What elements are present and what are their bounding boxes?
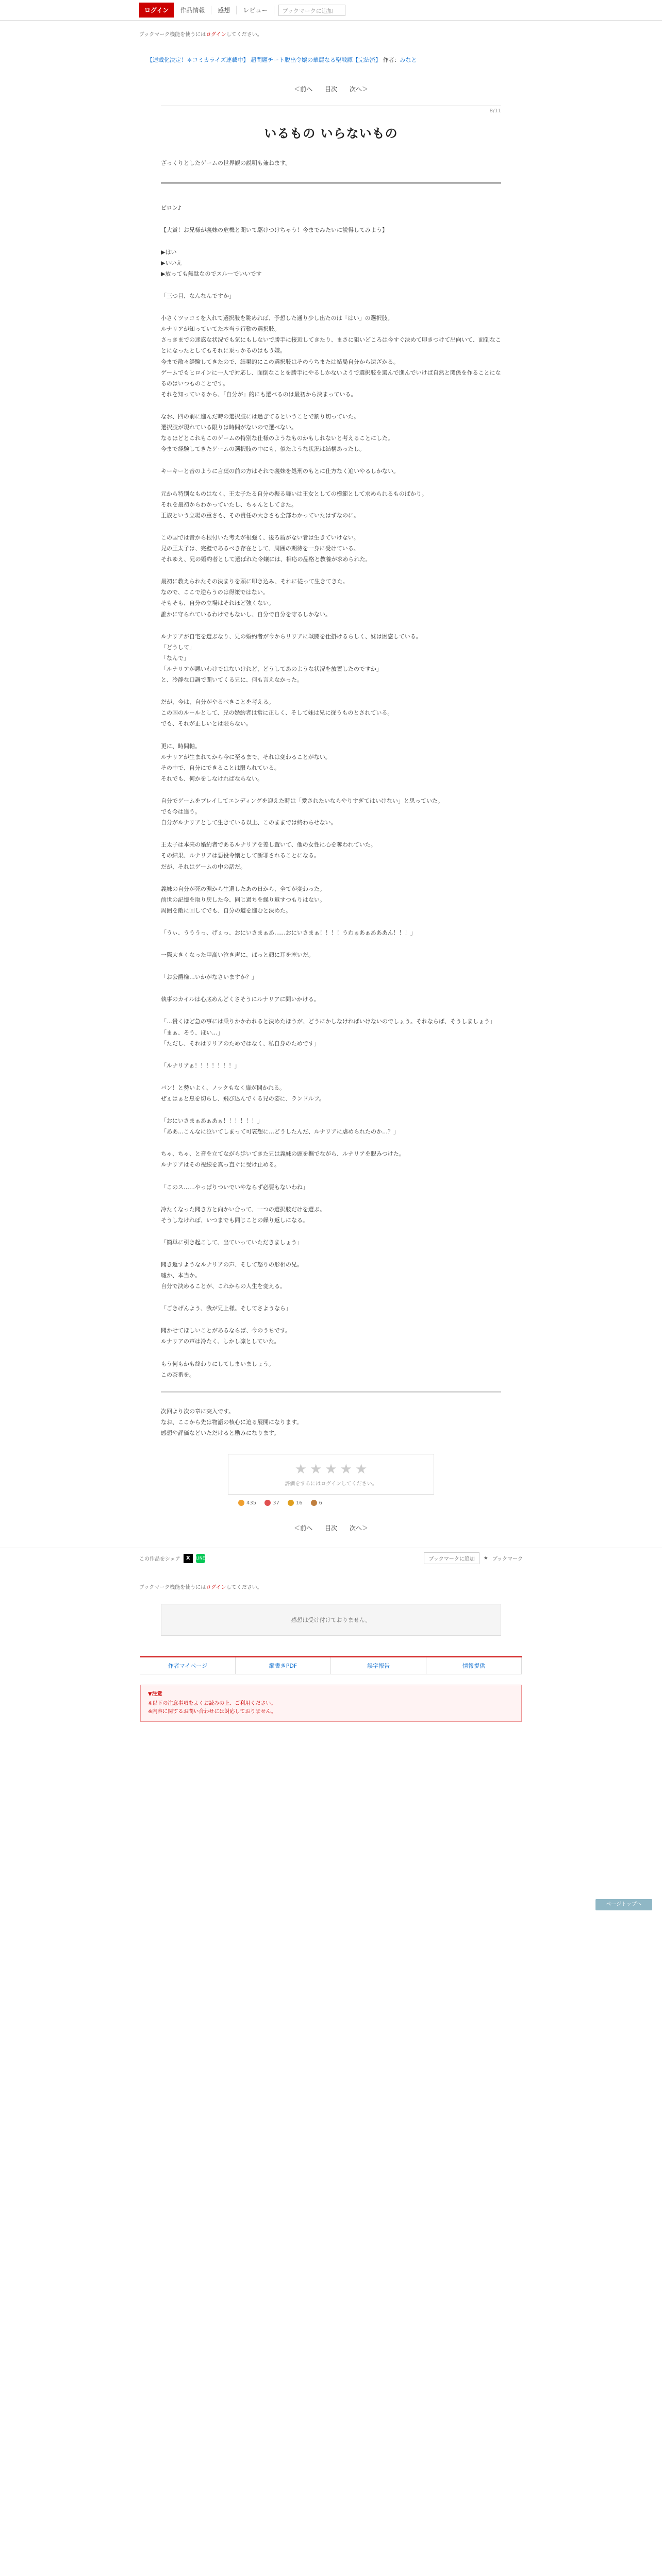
body-paragraph: 聞かせてほしいことがあるならば、今のうちです。 ルナリアの声は冷たく、しかし凛としていた。: [161, 1327, 291, 1345]
comment-closed-box: 感想は受け付けておりません。: [161, 1604, 501, 1636]
share-section: [139, 1554, 205, 1563]
top-navigation-bar: [0, 0, 662, 21]
star-icon[interactable]: ★: [325, 1462, 337, 1478]
body-paragraph: 「三つ目、なんなんですか」: [161, 293, 235, 300]
rating-stars: [228, 1462, 434, 1477]
star-icon[interactable]: ★: [340, 1462, 352, 1478]
body-paragraph: 「おにいさまぁあぁあぁ！！！！！！」 「ああ…こんなに泣いてしまって可哀想に…どうしたんだ、ルナリアに虐められたのか…？」: [161, 1117, 399, 1136]
reaction-count: 16: [295, 1500, 303, 1506]
body-paragraph: 自分でゲームをプレイしてエンディングを迎えた時は「愛されたいならやりすぎてはいけない」と思っていた。 でも今は違う。 自分がルナリアとして生きている以上、このままでは終わらせない。: [161, 797, 443, 826]
warning-heading: ▼注意: [148, 1691, 162, 1698]
reaction-icon: [264, 1500, 271, 1506]
body-paragraph: 義妹の自分が死の淵から生還したあの日から、全てが変わった。 前世の記憶を取り戻した今、同じ過ちを繰り返すつもりはない。 周囲を敵に回してでも、自分の道を進むと決めた。: [161, 885, 325, 914]
chapter-body: [161, 202, 501, 1380]
body-paragraph: 冷たくなった聞き方と向かい合って、一つの選択肢だけを選ぶ。 そうしなければ、いつまでも同じことの繰り返しになる。: [161, 1206, 325, 1224]
body-paragraph: もう何もかも終わりにしてしまいましょう。 この茶番を。: [161, 1360, 274, 1378]
prev-chapter-link[interactable]: ＜前へ: [294, 1524, 313, 1532]
body-paragraph: 小さくツッコミを入れて選択肢を眺めれば、予想した通り少し出たのは「はい」の選択肢。 ルナリアが知っていてた本当ラ行動の選択肢。 さっきまでの迷惑な状況でも気にもしないで勝手に接近してきたり、まさに狙いどころは今すぐ決めて叩きつけて出向いて、面倒なことになったとしてもそれに乗っかるのはもう嫌。 今まで散々経験してきたので、結果的にこの選択肢はそのうちまたは結局自分から遠ざかる。 ゲームでもヒロインに一人で対応し、面倒なことを勝手にやるしかないようで選択肢を選んで進んでいけば自然と関係を作ることになるのはいつものことです。 それを知っているから、「自分が」的にも選べるのは最初から決まっている。: [161, 315, 501, 398]
x-share-icon[interactable]: X: [184, 1554, 193, 1563]
body-paragraph: 王太子は本来の婚約者であるルナリアを差し置いて、他の女性に心を奪われていた。 その結果、ルナリアは悪役令嬢として断罪されることになる。 だが、それはゲームの中の話だ。: [161, 841, 376, 870]
rating-box: [228, 1454, 434, 1495]
share-label: この作品をシェア: [139, 1556, 180, 1563]
nav-work-info[interactable]: 作品情報: [174, 6, 211, 14]
reaction-item[interactable]: [311, 1500, 322, 1506]
reaction-count: 6: [319, 1500, 322, 1506]
body-paragraph: この国では昔から根付いた考えが根強く、後ろ盾がない者は生きていけない。 兄の王太子は、完璧であるべき存在として、周囲の期待を一身に受けている。 それゆえ、兄の婚約者として選ばれた令嬢には、相応の品格と教養が求められた。: [161, 534, 371, 563]
chapter-afterword: 次回より次の章に突入です。 なお、ここから先は物語の核心に迫る展開になります。 感想や評価などいただけると励みになります。: [161, 1408, 303, 1436]
page-top-button[interactable]: ページトップへ: [595, 1899, 652, 1910]
bookmark-add-button[interactable]: ブックマークに追加: [278, 5, 345, 16]
reaction-item[interactable]: [264, 1500, 279, 1506]
login-link[interactable]: ログイン: [206, 1585, 226, 1591]
series-title-link[interactable]: 【連載化決定！＊コミカライズ連載中】 超問題チート脱出令嬢の華麗なる聖戦譚【完結済】: [147, 57, 382, 63]
reaction-icon: [288, 1500, 294, 1506]
bookmark-label[interactable]: ブックマーク: [492, 1556, 523, 1563]
reaction-item[interactable]: [288, 1500, 303, 1506]
author-label: 作者：: [383, 57, 400, 63]
body-paragraph: 「お公爵様…いかがなさいますか？」: [161, 974, 257, 981]
body-paragraph: 「ごきげんよう、我が兄上様。そしてさようなら」: [161, 1305, 291, 1312]
author-mypage-link[interactable]: 作者マイページ: [140, 1657, 236, 1674]
bookmark-login-notice: ブックマーク機能を使うにはログインしてください。: [139, 32, 262, 38]
body-paragraph: 一際大きくなった甲高い泣き声に、ぱっと顔に耳を塞いだ。: [161, 952, 314, 959]
body-paragraph: 聞き返すようなルナリアの声、そして怒りの形相の兄。 嘘か、本当か。 自分で決めることが、これからの人生を変える。: [161, 1261, 303, 1290]
vertical-pdf-link[interactable]: 縦書きPDF: [236, 1657, 331, 1674]
nav-reviews-feedback[interactable]: 感想: [211, 6, 237, 14]
reaction-icon: [238, 1500, 244, 1506]
toc-link[interactable]: 目次: [324, 85, 337, 93]
bookmark-login-notice-bottom: ブックマーク機能を使うにはログインしてください。: [139, 1585, 262, 1591]
login-button[interactable]: ログイン: [139, 3, 174, 18]
chapter-pager-top: [140, 84, 522, 93]
body-paragraph: だが、今は、自分がやるべきことを考える。 この国のルールとして、兄の婚約者は常に正しく、そして妹は兄に従うものとされている。 でも、それが正しいとは限らない。: [161, 699, 393, 727]
share-bar: [0, 1548, 662, 1568]
star-icon[interactable]: ★: [310, 1462, 322, 1478]
chapter-title: いるもの いらないもの: [264, 126, 398, 141]
info-report-link[interactable]: 情報提供: [426, 1657, 522, 1674]
body-paragraph: 「このス……やっぱりついでいやならず必要もないわね」: [161, 1183, 308, 1191]
next-chapter-link[interactable]: 次へ＞: [349, 1524, 368, 1532]
toc-link[interactable]: 目次: [324, 1524, 337, 1532]
reaction-count: 37: [273, 1500, 279, 1506]
body-paragraph: 元から特別なものはなく、王太子たる自分の振る舞いは王女としての模範として求められるものばかり。 それを最初からわかっていたし、ちゃんとしてきた。 王族という立場の重さも、その責任の大きさも全部わかっていたはずなのに。: [161, 490, 427, 519]
prev-chapter-link[interactable]: ＜前へ: [294, 85, 313, 93]
nav-review[interactable]: レビュー: [237, 6, 274, 14]
chapter-pager-bottom: [140, 1523, 522, 1532]
bottom-navigation: [140, 1656, 522, 1674]
reaction-icon: [311, 1500, 317, 1506]
bookmark-section: [424, 1552, 523, 1564]
body-paragraph: キーキーと音のように言葉の前の方はそれで義妹を処刑のもとに仕方なく追いやるしかない。: [161, 468, 399, 475]
warning-line: ※以下の注意事項をよくお読みの上、ご利用ください。: [148, 1701, 276, 1707]
typo-report-link[interactable]: 誤字報告: [331, 1657, 426, 1674]
star-icon[interactable]: ★: [294, 1462, 307, 1478]
body-paragraph: 「簡単に引き起こして、出ていっていただきましょう」: [161, 1239, 303, 1246]
body-paragraph: ちゃ、ちゃ、と音を立てながら歩いてきた兄は義妹の頭を撫でながら、ルナリアを睨みつけた。 ルナリアはその視線を真っ直ぐに受け止める。: [161, 1150, 405, 1168]
chapter-preface: ざっくりとしたゲームの世界観の説明も兼ねます。: [161, 159, 291, 166]
warning-line: ※内容に関するお問い合わせには対応しておりません。: [148, 1709, 276, 1715]
login-link[interactable]: ログイン: [206, 32, 226, 38]
rating-login-text: 評価をするにはログインしてください。: [285, 1481, 377, 1487]
reaction-count: 435: [246, 1500, 257, 1506]
body-paragraph: 執事のカイルは心底めんどくさそうにルナリアに問いかける。: [161, 996, 320, 1003]
page-number: 8/11: [489, 108, 501, 114]
bookmark-add-button[interactable]: ブックマークに追加: [424, 1552, 479, 1564]
body-paragraph: ルナリアが自宅を選ぶなり、兄の婚約者が今からリリアに戦闘を仕掛けるらしく、妹は困惑している。 「どうして」 「なんで」 「ルナリアが悪いわけではないけれど、どうしてあのような状況を放置したのですか」 と、冷静な口調で聞いてくる兄に、何も言えなかった。: [161, 633, 422, 684]
body-paragraph: 「…貴くほど急の事には乗りかかわれると決めたほうが、どうにかしなければいけないのでしょう。それならば、そうしましょう」 「まぁ、そう、ほい…」 「ただし、それはリリアのためではなく、私自身のためです」: [161, 1018, 495, 1047]
afterword-divider: [161, 1392, 501, 1393]
series-header: [147, 56, 528, 65]
star-icon[interactable]: ★: [355, 1462, 368, 1478]
reaction-list: [228, 1500, 434, 1506]
body-paragraph: 「ルナリアぁ！！！！！！！」: [161, 1062, 240, 1069]
warning-box: [140, 1685, 522, 1722]
body-paragraph: ▶はい ▶いいえ ▶放っても無駄なのでスルーでいいです: [161, 248, 262, 277]
body-paragraph: なお、四の前に進んだ時の選択肢には過ぎてるということで割り切っていた。 選択肢が現れている限りは時間がないので選べない。 なるほどとこれもこのゲームの特別な仕様のようなものかもしれないと考えることにした。 今まで経験してきたゲームの選択肢の中にも、似たような状況は結構あったし。: [161, 413, 393, 453]
body-paragraph: 更に、時間軸。 ルナリアが生まれてから今に至るまで、それは変わることがない。 その中で、自分にできることは限られている。 それでも、何かをしなければならない。: [161, 742, 331, 782]
body-paragraph: 最初に教えられたその決まりを頭に叩き込み、それに従って生きてきた。 なので、ここで逆らうのは得策ではない。 そもそも、自分の立場はそれほど強くない。 誰かに守られているわけでもないし、自分で自分を守るしかない。: [161, 578, 349, 618]
body-paragraph: 【大賞！お兄様が義妹の危機と聞いて駆けつけちゃう！今までみたいに説得してみよう】: [161, 226, 388, 233]
next-chapter-link[interactable]: 次へ＞: [349, 85, 368, 93]
bookmark-icon: ★: [483, 1555, 488, 1562]
preface-divider: [161, 182, 501, 184]
author-link[interactable]: みなと: [400, 57, 417, 63]
reaction-item[interactable]: [238, 1500, 256, 1506]
body-paragraph: ピロン♪: [161, 204, 182, 211]
body-paragraph: 「うぃ、うううっ、げぇっ、おにいさまぁあ……おにいさまぁ！！！！うわぁあぁあああん！！！」: [161, 929, 416, 936]
line-share-icon[interactable]: LINE: [196, 1554, 205, 1563]
body-paragraph: バン！と勢いよく、ノックもなく扉が開かれる。 ぜぇはぁと息を切らし、飛び込んでくる兄の姿に、ランドルフ。: [161, 1084, 325, 1102]
